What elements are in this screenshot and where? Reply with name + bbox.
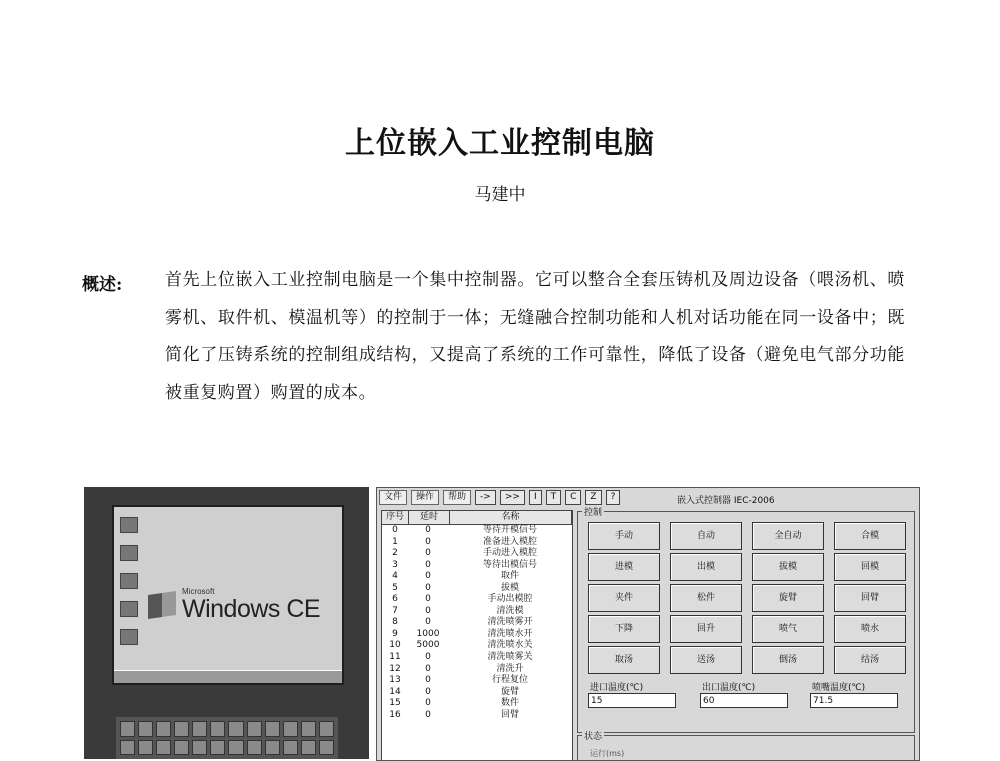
table-row[interactable] (382, 675, 572, 687)
control-button[interactable]: 结汤 (834, 646, 906, 674)
keypad-key (228, 740, 243, 756)
inlet-temp-label: 进口温度(℃) (590, 683, 644, 693)
nozzle-temp-label: 喷嘴温度(℃) (812, 683, 866, 693)
control-button[interactable]: 回升 (670, 615, 742, 643)
cell-name: 清洗升 (496, 663, 524, 674)
table-row[interactable] (382, 710, 572, 722)
toolbar-z-button[interactable]: Z (585, 490, 601, 505)
cell-index: 9 (392, 628, 398, 639)
abstract-text: 首先上位嵌入工业控制电脑是一个集中控制器。它可以整合全套压铸机及周边设备（喂汤机、喷雾机、取件机、模温机等）的控制于一体；无缝融合控制功能和人机对话功能在同一设备中；既简化了压铸系统的控制组成结构，又提高了系统的工作可靠性，降低了设备（避免电气部分功能被重复购置）购置的成本。 (165, 270, 905, 403)
cell-delay: 0 (425, 709, 431, 720)
control-panel-label: 控制 (582, 505, 604, 518)
menu-help[interactable]: 帮助 (443, 490, 471, 505)
inlet-temp-field[interactable]: 15 (588, 693, 676, 708)
table-row[interactable] (382, 617, 572, 629)
keypad-key (120, 740, 135, 756)
cell-delay: 1000 (416, 628, 440, 639)
control-button[interactable]: 松件 (670, 584, 742, 612)
windows-ce-logo: Windows CE (182, 595, 321, 623)
cell-name: 手动进入模腔 (482, 548, 537, 559)
cell-name: 清洗模 (496, 605, 524, 616)
menu-toolbar (379, 490, 620, 505)
cell-delay: 0 (425, 525, 431, 535)
cell-index: 11 (389, 652, 401, 663)
keypad-key (174, 721, 189, 737)
desktop-icon (120, 517, 138, 533)
toolbar-run-button[interactable]: >> (500, 490, 525, 505)
keypad-key (265, 740, 280, 756)
desktop-icon (120, 573, 138, 589)
table-row[interactable] (382, 606, 572, 618)
column-header-delay: 延时 (409, 511, 450, 524)
toolbar-i-button[interactable]: I (529, 490, 542, 505)
author-name: 马建中 (474, 185, 526, 205)
cell-name: 等待开模信号 (482, 525, 537, 535)
keypad-key (120, 721, 135, 737)
cell-index: 16 (389, 709, 401, 720)
table-row[interactable] (382, 629, 572, 641)
cell-index: 5 (392, 582, 398, 593)
control-button[interactable]: 喷气 (752, 615, 824, 643)
keypad-key (138, 740, 153, 756)
status-panel (577, 732, 915, 761)
control-button[interactable]: 送汤 (670, 646, 742, 674)
desktop-icon (120, 545, 138, 561)
cell-delay: 0 (425, 686, 431, 697)
windows-flag-icon (148, 591, 176, 619)
cell-index: 10 (389, 640, 401, 651)
cell-name: 等待出模信号 (482, 559, 537, 570)
control-button[interactable]: 倒汤 (752, 646, 824, 674)
table-row[interactable] (382, 687, 572, 699)
cell-delay: 0 (425, 594, 431, 605)
cell-name: 取件 (500, 571, 519, 582)
table-row[interactable] (382, 594, 572, 606)
cell-index: 2 (392, 548, 398, 559)
cell-name: 旋臂 (500, 686, 519, 697)
cell-delay: 0 (425, 617, 431, 628)
toolbar-help-button[interactable]: ? (606, 490, 621, 505)
device-photo (84, 487, 369, 759)
table-row[interactable] (382, 537, 572, 549)
cell-index: 14 (389, 686, 401, 697)
status-panel-label: 状态 (582, 729, 604, 742)
cell-delay: 0 (425, 571, 431, 582)
cell-delay: 0 (425, 582, 431, 593)
control-button[interactable]: 回臂 (834, 584, 906, 612)
control-button[interactable]: 自动 (670, 522, 742, 550)
cell-name: 数件 (500, 698, 519, 709)
cell-name: 手动出模腔 (487, 594, 533, 605)
table-row[interactable] (382, 652, 572, 664)
status-runtime-label: 运行(ms) (590, 749, 625, 758)
control-button[interactable]: 喷水 (834, 615, 906, 643)
toolbar-t-button[interactable]: T (546, 490, 562, 505)
cell-delay: 0 (425, 536, 431, 547)
cell-name: 清洗喷雾关 (487, 652, 533, 663)
control-button[interactable]: 下降 (588, 615, 660, 643)
window-title: 嵌入式控制器 IEC-2006 (677, 496, 775, 506)
outlet-temp-label: 出口温度(℃) (702, 683, 756, 693)
control-button[interactable]: 进模 (588, 553, 660, 581)
control-button[interactable]: 旋臂 (752, 584, 824, 612)
control-button[interactable]: 拔模 (752, 553, 824, 581)
control-button[interactable]: 全自动 (752, 522, 824, 550)
cell-index: 4 (392, 571, 398, 582)
outlet-temp-field[interactable]: 60 (700, 693, 788, 708)
cell-delay: 0 (425, 675, 431, 686)
table-row[interactable] (382, 525, 572, 537)
keypad-key (210, 740, 225, 756)
table-row[interactable] (382, 664, 572, 676)
cell-delay: 5000 (416, 640, 440, 651)
table-row[interactable] (382, 571, 572, 583)
keypad-key (138, 721, 153, 737)
cell-index: 1 (392, 536, 398, 547)
cell-delay: 0 (425, 559, 431, 570)
keypad-key (192, 721, 207, 737)
control-button[interactable]: 回模 (834, 553, 906, 581)
keypad-key (283, 740, 298, 756)
keypad-key (265, 721, 280, 737)
cell-index: 0 (392, 525, 398, 535)
desktop-icon (120, 629, 138, 645)
keypad-key (301, 721, 316, 737)
control-panel (577, 508, 915, 733)
control-button[interactable]: 取汤 (588, 646, 660, 674)
cell-index: 3 (392, 559, 398, 570)
cell-name: 清洗喷雾开 (487, 617, 533, 628)
toolbar-c-button[interactable]: C (565, 490, 581, 505)
menu-file[interactable]: 文件 (379, 490, 407, 505)
control-software-window (376, 487, 920, 761)
cell-name: 回臂 (500, 709, 519, 720)
control-button[interactable]: 出模 (670, 553, 742, 581)
keypad-key (210, 721, 225, 737)
control-button[interactable]: 合模 (834, 522, 906, 550)
control-button[interactable]: 夹件 (588, 584, 660, 612)
cell-index: 13 (389, 675, 401, 686)
column-header-name: 名称 (450, 511, 572, 524)
brand-small: Microsoft (182, 587, 215, 596)
keypad-key (247, 740, 262, 756)
keypad-key (283, 721, 298, 737)
menu-operate[interactable]: 操作 (411, 490, 439, 505)
table-body (382, 525, 572, 721)
nozzle-temp-field[interactable]: 71.5 (810, 693, 898, 708)
sequence-table (381, 510, 573, 761)
cell-index: 8 (392, 617, 398, 628)
device-screen (112, 505, 344, 685)
table-header (382, 511, 572, 525)
table-row[interactable] (382, 548, 572, 560)
cell-delay: 0 (425, 548, 431, 559)
table-row[interactable] (382, 640, 572, 652)
column-header-index: 序号 (382, 511, 409, 524)
table-row[interactable] (382, 698, 572, 710)
desktop-icon (120, 601, 138, 617)
table-row[interactable] (382, 560, 572, 572)
abstract-label: 概述: (82, 275, 123, 295)
cell-name: 拔模 (500, 582, 519, 593)
cell-index: 6 (392, 594, 398, 605)
cell-index: 7 (392, 605, 398, 616)
device-keypad (116, 717, 338, 759)
keypad-key (192, 740, 207, 756)
cell-name: 准备进入模腔 (482, 536, 537, 547)
cell-index: 12 (389, 663, 401, 674)
keypad-key (174, 740, 189, 756)
keypad-key (301, 740, 316, 756)
keypad-key (247, 721, 262, 737)
cell-delay: 0 (425, 605, 431, 616)
keypad-key (156, 721, 171, 737)
cell-index: 15 (389, 698, 401, 709)
table-row[interactable] (382, 583, 572, 595)
cell-delay: 0 (425, 698, 431, 709)
cell-delay: 0 (425, 663, 431, 674)
cell-name: 行程复位 (491, 675, 528, 686)
taskbar (114, 670, 342, 683)
cell-name: 清洗喷水关 (487, 640, 533, 651)
cell-name: 清洗喷水开 (487, 628, 533, 639)
keypad-key (319, 721, 334, 737)
keypad-key (228, 721, 243, 737)
document-title: 上位嵌入工业控制电脑 (345, 126, 655, 161)
keypad-key (156, 740, 171, 756)
keypad-key (319, 740, 334, 756)
toolbar-step-button[interactable]: -> (475, 490, 496, 505)
control-button[interactable]: 手动 (588, 522, 660, 550)
cell-delay: 0 (425, 652, 431, 663)
